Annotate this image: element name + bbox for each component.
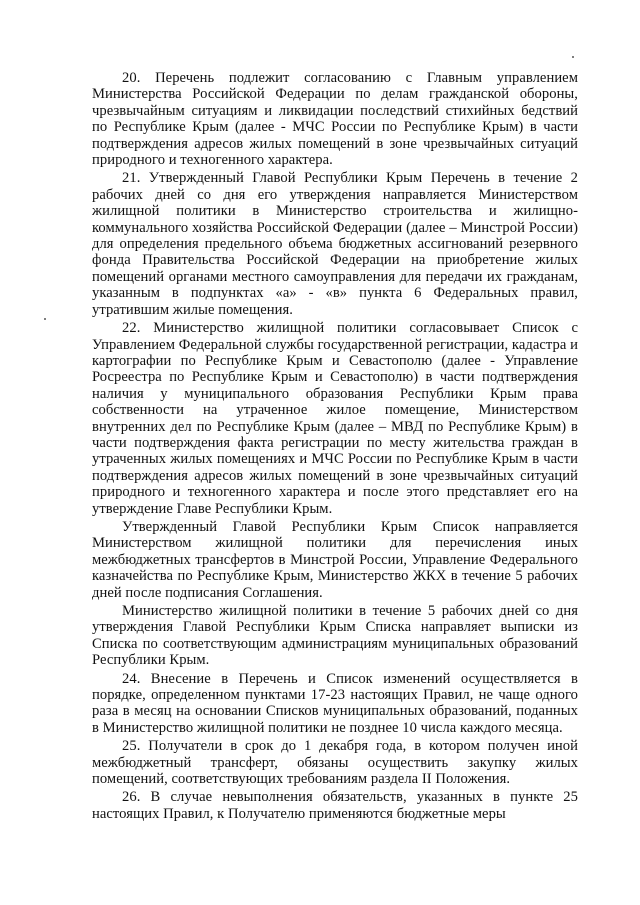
paragraph-25: 25. Получатели в срок до 1 декабря года, в котором получен иной межбюджетный трансферт, обязаны осуществить закупку жилых помещений, соответствующих требованиям раздела II Положения.	[92, 738, 578, 788]
paragraph-21: 21. Утвержденный Главой Республики Крым Перечень в течение 2 рабочих дней со дня его утверждения направляется Министерством жилищной политики в Министерство строительства и жилищно-коммунального хозяйства Российской Федерации (далее – Минстрой России) для определения предельного объема бюджетных ассигнований резервного фонда Правительства Российской Федерации на приобретение жилых помещений органами местного самоуправления для передачи их гражданам, указанным в подпунктах «а» - «в» пункта 6 Федеральных правил, утратившим жилые помещения.	[92, 170, 578, 318]
paragraph-22-extracts: Министерство жилищной политики в течение 5 рабочих дней со дня утверждения Главой Республики Крым Списка направляет выписки из Списка по соответствующим администрациям муниципальных образований Республики Крым.	[92, 603, 578, 669]
paragraph-24: 24. Внесение в Перечень и Список изменений осуществляется в порядке, определенном пунктами 17-23 настоящих Правил, не чаще одного раза в месяц на основании Списков муниципальных образований, поданных в Министерство жилищной политики не позднее 10 числа каждого месяца.	[92, 670, 578, 736]
scan-speck	[44, 318, 46, 320]
scan-speck	[572, 56, 574, 58]
paragraph-26: 26. В случае невыполнения обязательств, указанных в пункте 25 настоящих Правил, к Получателю применяются бюджетные меры	[92, 789, 578, 822]
paragraph-22: 22. Министерство жилищной политики согласовывает Список с Управлением Федеральной службы государственной регистрации, кадастра и картографии по Республике Крым и Севастополю (далее - Управление Росреестра по Республике Крым и Севастополю) в части подтверждения наличия у муниципального образования Республики Крым права собственности на утраченное жилое помещение, Министерством внутренних дел по Республике Крым (далее – МВД по Республике Крым) в части подтверждения факта регистрации по месту жительства граждан в утраченных жилых помещениях и МЧС России по Республике Крым в части подтверждения адресов жилых помещений в зоне чрезвычайных ситуаций природного и техногенного характера и после этого представляет его на утверждение Главе Республики Крым.	[92, 320, 578, 517]
paragraph-20: 20. Перечень подлежит согласованию с Главным управлением Министерства Российской Федерации по делам гражданской обороны, чрезвычайным ситуациям и ликвидации последствий стихийных бедствий по Республике Крым (далее - МЧС России по Республике Крым) в части подтверждения адресов жилых помещений в зоне чрезвычайных ситуаций природного и техногенного характера.	[92, 70, 578, 169]
paragraph-22-list-approval: Утвержденный Главой Республики Крым Список направляется Министерством жилищной политики для перечисления иных межбюджетных трансфертов в Минстрой России, Управление Федерального казначейства по Республике Крым, Министерство ЖКХ в течение 5 рабочих дней после подписания Соглашения.	[92, 518, 578, 601]
